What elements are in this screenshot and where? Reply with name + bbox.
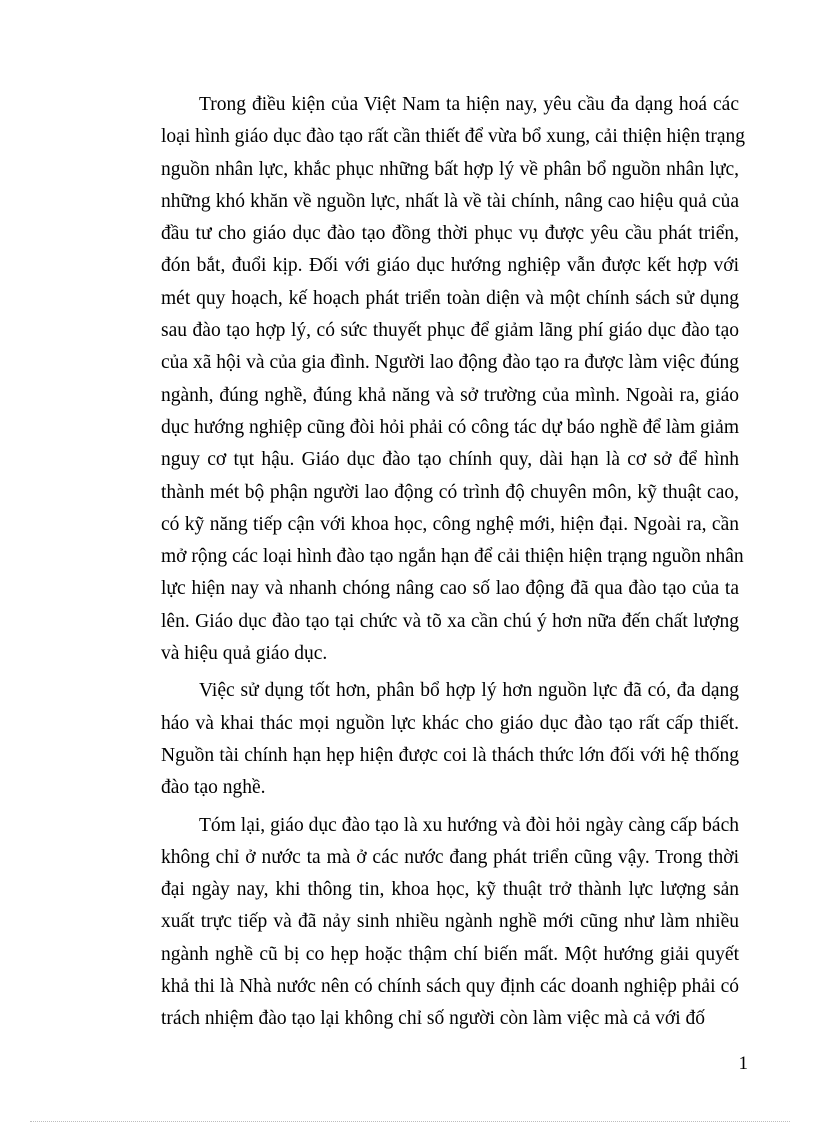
text-line: lên. Giáo dục đào tạo tại chức và tõ xa cần chú ý hơn nữa đến chất lượng — [161, 610, 739, 632]
text-line: có kỹ năng tiếp cận với khoa học, công nghệ mới, hiện đại. Ngoài ra, cần — [161, 513, 739, 535]
text-line: dục hướng nghiệp cũng đòi hỏi phải có công tác dự báo nghề để làm giảm — [161, 416, 739, 438]
text-line: Tóm lại, giáo dục đào tạo là xu hướng và đòi hỏi ngày càng cấp bách — [199, 814, 739, 836]
text-line: đại ngày nay, khi thông tin, khoa học, kỹ thuật trở thành lực lượng sản — [161, 879, 739, 901]
text-line: trách nhiệm đào tạo lại không chỉ số người còn làm việc mà cả với đố — [161, 1008, 706, 1030]
text-line: lực hiện nay và nhanh chóng nâng cao số lao động đã qua đào tạo của ta — [161, 578, 739, 600]
text-line: của xã hội và của gia đình. Người lao động đào tạo ra được làm việc đúng — [161, 352, 739, 374]
text-line: đầu tư cho giáo dục đào tạo đồng thời phục vụ được yêu cầu phát triển, — [161, 223, 739, 245]
paragraph — [161, 675, 739, 804]
text-line: thành mét bộ phận người lao động có trình độ chuyên môn, kỹ thuật cao, — [161, 481, 739, 503]
body-text — [161, 89, 746, 1036]
text-line: mét quy hoạch, kế hoạch phát triển toàn diện và một chính sách sử dụng — [161, 287, 739, 309]
text-line: đào tạo nghề. — [161, 777, 266, 799]
text-line: những khó khăn về nguồn lực, nhất là về tài chính, nâng cao hiệu quả của — [161, 190, 739, 212]
text-line: đón bắt, đuổi kịp. Đối với giáo dục hướng nghiệp vẫn được kết hợp với — [161, 255, 739, 277]
text-line: không chỉ ở nước ta mà ở các nước đang phát triển cũng vậy. Trong thời — [161, 846, 739, 868]
page-number: 1 — [738, 1053, 748, 1074]
text-line: nguồn nhân lực, khắc phục những bất hợp lý về phân bổ nguồn nhân lực, — [161, 158, 739, 180]
text-line: mở rộng các loại hình đào tạo ngắn hạn để cải thiện hiện trạng nguồn nhân — [161, 546, 744, 568]
text-line: ngành, đúng nghề, đúng khả năng và sở trường của mình. Ngoài ra, giáo — [161, 384, 739, 406]
text-line: Việc sử dụng tốt hơn, phân bổ hợp lý hơn nguồn lực đã có, đa dạng — [199, 680, 739, 702]
text-line: Trong điều kiện của Việt Nam ta hiện nay, yêu cầu đa dạng hoá các — [199, 94, 739, 115]
text-line: xuất trực tiếp và đã nảy sinh nhiều ngành nghề mới cũng như làm nhiều — [161, 911, 739, 933]
text-line: nguy cơ tụt hậu. Giáo dục đào tạo chính quy, dài hạn là cơ sở để hình — [161, 449, 739, 471]
text-line: háo và khai thác mọi nguồn lực khác cho giáo dục đào tạo rất cấp thiết. — [161, 712, 739, 734]
paragraph — [161, 810, 739, 1036]
text-line: loại hình giáo dục đào tạo rất cần thiết để vừa bổ xung, cải thiện hiện trạng — [161, 126, 746, 148]
text-line: ngành nghề cũ bị co hẹp hoặc thậm chí biến mất. Một hướng giải quyết — [161, 943, 739, 965]
text-line: sau đào tạo hợp lý, có sức thuyết phục để giảm lãng phí giáo dục đào tạo — [161, 320, 739, 342]
text-line: Nguồn tài chính hạn hẹp hiện được coi là thách thức lớn đối với hệ thống — [161, 744, 739, 766]
paragraph — [161, 89, 746, 670]
page-bottom-border — [30, 1121, 790, 1122]
text-line: và hiệu quả giáo dục. — [161, 643, 328, 665]
text-line: khả thi là Nhà nước nên có chính sách quy định các doanh nghiệp phải có — [161, 976, 739, 998]
